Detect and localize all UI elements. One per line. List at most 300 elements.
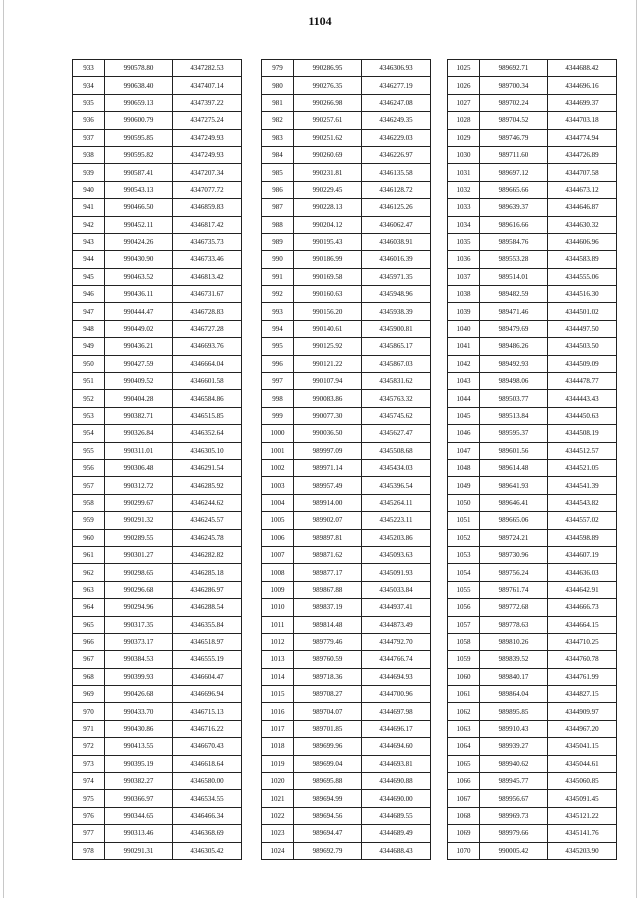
point-number-cell: 1052: [448, 529, 480, 546]
y-coordinate-cell: 4344707.58: [548, 164, 617, 181]
table-row: [73, 807, 242, 824]
x-coordinate-cell: 990125.92: [294, 338, 362, 355]
y-coordinate-cell: 4346664.04: [173, 355, 242, 372]
x-coordinate-cell: 990430.86: [105, 720, 173, 737]
table-row: [262, 268, 431, 285]
point-number-cell: 1059: [448, 651, 480, 668]
x-coordinate-cell: 990659.13: [105, 94, 173, 111]
point-number-cell: 1068: [448, 807, 480, 824]
point-number-cell: 1063: [448, 720, 480, 737]
table-row: [73, 720, 242, 737]
table-row: [73, 146, 242, 163]
point-number-cell: 992: [262, 286, 294, 303]
table-row: [262, 529, 431, 546]
point-number-cell: 949: [73, 338, 105, 355]
y-coordinate-cell: 4347077.72: [173, 181, 242, 198]
point-number-cell: 1051: [448, 512, 480, 529]
y-coordinate-cell: 4344697.98: [362, 703, 431, 720]
x-coordinate-cell: 989699.04: [294, 755, 362, 772]
coordinates-table-1: [72, 59, 242, 860]
x-coordinate-cell: 990266.98: [294, 94, 362, 111]
y-coordinate-cell: 4346291.54: [173, 459, 242, 476]
y-coordinate-cell: 4344760.78: [548, 651, 617, 668]
table-row: [262, 425, 431, 442]
table-row: [448, 338, 617, 355]
point-number-cell: 1004: [262, 494, 294, 511]
table-row: [262, 738, 431, 755]
y-coordinate-cell: 4346306.93: [362, 60, 431, 77]
x-coordinate-cell: 989840.17: [480, 668, 548, 685]
y-coordinate-cell: 4346728.83: [173, 303, 242, 320]
point-number-cell: 1010: [262, 599, 294, 616]
table-row: [73, 651, 242, 668]
x-coordinate-cell: 989486.26: [480, 338, 548, 355]
point-number-cell: 1036: [448, 251, 480, 268]
y-coordinate-cell: 4344693.81: [362, 755, 431, 772]
x-coordinate-cell: 989979.66: [480, 825, 548, 842]
table-row: [448, 825, 617, 842]
point-number-cell: 970: [73, 703, 105, 720]
y-coordinate-cell: 4346285.18: [173, 564, 242, 581]
point-number-cell: 987: [262, 199, 294, 216]
table-row: [73, 755, 242, 772]
y-coordinate-cell: 4346715.13: [173, 703, 242, 720]
point-number-cell: 989: [262, 233, 294, 250]
x-coordinate-cell: 990107.94: [294, 373, 362, 390]
x-coordinate-cell: 990466.50: [105, 199, 173, 216]
y-coordinate-cell: 4344688.43: [362, 842, 431, 859]
x-coordinate-cell: 990311.01: [105, 442, 173, 459]
x-coordinate-cell: 989503.77: [480, 390, 548, 407]
point-number-cell: 1006: [262, 529, 294, 546]
point-number-cell: 1069: [448, 825, 480, 842]
y-coordinate-cell: 4344516.30: [548, 286, 617, 303]
point-number-cell: 975: [73, 790, 105, 807]
x-coordinate-cell: 990289.55: [105, 529, 173, 546]
x-coordinate-cell: 989614.48: [480, 459, 548, 476]
x-coordinate-cell: 990326.84: [105, 425, 173, 442]
x-coordinate-cell: 989697.12: [480, 164, 548, 181]
point-number-cell: 962: [73, 564, 105, 581]
point-number-cell: 1055: [448, 581, 480, 598]
point-number-cell: 979: [262, 60, 294, 77]
table-row: [448, 303, 617, 320]
point-number-cell: 1013: [262, 651, 294, 668]
x-coordinate-cell: 989997.09: [294, 442, 362, 459]
table-row: [262, 129, 431, 146]
table-row: [262, 286, 431, 303]
point-number-cell: 985: [262, 164, 294, 181]
x-coordinate-cell: 990299.67: [105, 494, 173, 511]
y-coordinate-cell: 4345264.11: [362, 494, 431, 511]
point-number-cell: 965: [73, 616, 105, 633]
table-row: [73, 390, 242, 407]
y-coordinate-cell: 4346518.97: [173, 633, 242, 650]
point-number-cell: 995: [262, 338, 294, 355]
point-number-cell: 1044: [448, 390, 480, 407]
x-coordinate-cell: 989760.59: [294, 651, 362, 668]
x-coordinate-cell: 990228.13: [294, 199, 362, 216]
x-coordinate-cell: 989914.00: [294, 494, 362, 511]
point-number-cell: 969: [73, 686, 105, 703]
y-coordinate-cell: 4347397.22: [173, 94, 242, 111]
y-coordinate-cell: 4345060.85: [548, 773, 617, 790]
table-row: [73, 355, 242, 372]
point-number-cell: 946: [73, 286, 105, 303]
point-number-cell: 1056: [448, 599, 480, 616]
point-number-cell: 1001: [262, 442, 294, 459]
x-coordinate-cell: 990313.46: [105, 825, 173, 842]
table-row: [73, 773, 242, 790]
page-number: 1104: [308, 14, 332, 28]
point-number-cell: 1060: [448, 668, 480, 685]
x-coordinate-cell: 989867.88: [294, 581, 362, 598]
table-row: [448, 407, 617, 424]
y-coordinate-cell: 4344774.94: [548, 129, 617, 146]
table-row: [73, 268, 242, 285]
point-number-cell: 1022: [262, 807, 294, 824]
x-coordinate-cell: 989708.27: [294, 686, 362, 703]
y-coordinate-cell: 4344606.96: [548, 233, 617, 250]
table-row: [448, 668, 617, 685]
point-number-cell: 984: [262, 146, 294, 163]
point-number-cell: 1045: [448, 407, 480, 424]
point-number-cell: 944: [73, 251, 105, 268]
y-coordinate-cell: 4346352.64: [173, 425, 242, 442]
y-coordinate-cell: 4344696.17: [362, 720, 431, 737]
y-coordinate-cell: 4344689.55: [362, 807, 431, 824]
table-row: [448, 686, 617, 703]
y-coordinate-cell: 4346584.86: [173, 390, 242, 407]
point-number-cell: 1037: [448, 268, 480, 285]
x-coordinate-cell: 989699.96: [294, 738, 362, 755]
x-coordinate-cell: 990436.11: [105, 286, 173, 303]
table-row: [262, 755, 431, 772]
x-coordinate-cell: 989756.24: [480, 564, 548, 581]
table-row: [448, 268, 617, 285]
point-number-cell: 943: [73, 233, 105, 250]
point-number-cell: 1024: [262, 842, 294, 859]
y-coordinate-cell: 4344827.15: [548, 686, 617, 703]
table-row: [73, 199, 242, 216]
table-row: [262, 703, 431, 720]
y-coordinate-cell: 4346859.83: [173, 199, 242, 216]
table-row: [73, 703, 242, 720]
y-coordinate-cell: 4346062.47: [362, 216, 431, 233]
x-coordinate-cell: 990317.35: [105, 616, 173, 633]
table-row: [448, 477, 617, 494]
point-number-cell: 1031: [448, 164, 480, 181]
table-row: [73, 112, 242, 129]
x-coordinate-cell: 990257.61: [294, 112, 362, 129]
table-row: [73, 668, 242, 685]
x-coordinate-cell: 989702.24: [480, 94, 548, 111]
y-coordinate-cell: 4346038.91: [362, 233, 431, 250]
x-coordinate-cell: 990140.61: [294, 320, 362, 337]
table-row: [262, 164, 431, 181]
y-coordinate-cell: 4344694.93: [362, 668, 431, 685]
point-number-cell: 986: [262, 181, 294, 198]
y-coordinate-cell: 4345044.61: [548, 755, 617, 772]
y-coordinate-cell: 4344664.15: [548, 616, 617, 633]
table-row: [448, 146, 617, 163]
table-row: [262, 633, 431, 650]
y-coordinate-cell: 4346604.47: [173, 668, 242, 685]
x-coordinate-cell: 990344.65: [105, 807, 173, 824]
x-coordinate-cell: 989694.47: [294, 825, 362, 842]
x-coordinate-cell: 989814.48: [294, 616, 362, 633]
x-coordinate-cell: 990404.28: [105, 390, 173, 407]
table-row: [73, 477, 242, 494]
y-coordinate-cell: 4344512.57: [548, 442, 617, 459]
y-coordinate-cell: 4345763.32: [362, 390, 431, 407]
point-number-cell: 960: [73, 529, 105, 546]
point-number-cell: 964: [73, 599, 105, 616]
point-number-cell: 957: [73, 477, 105, 494]
table-row: [73, 77, 242, 94]
x-coordinate-cell: 989902.07: [294, 512, 362, 529]
table-row: [73, 373, 242, 390]
y-coordinate-cell: 4345223.11: [362, 512, 431, 529]
y-coordinate-cell: 4346555.19: [173, 651, 242, 668]
table-row: [448, 720, 617, 737]
point-number-cell: 1039: [448, 303, 480, 320]
y-coordinate-cell: 4345091.93: [362, 564, 431, 581]
x-coordinate-cell: 989837.19: [294, 599, 362, 616]
point-number-cell: 1049: [448, 477, 480, 494]
x-coordinate-cell: 989641.93: [480, 477, 548, 494]
y-coordinate-cell: 4346368.69: [173, 825, 242, 842]
point-number-cell: 1067: [448, 790, 480, 807]
table-row: [262, 790, 431, 807]
table-row: [448, 616, 617, 633]
y-coordinate-cell: 4345121.22: [548, 807, 617, 824]
point-number-cell: 947: [73, 303, 105, 320]
x-coordinate-cell: 989711.60: [480, 146, 548, 163]
table-row: [73, 512, 242, 529]
x-coordinate-cell: 989694.99: [294, 790, 362, 807]
y-coordinate-cell: 4344703.18: [548, 112, 617, 129]
table-row: [448, 164, 617, 181]
point-number-cell: 967: [73, 651, 105, 668]
x-coordinate-cell: 990595.82: [105, 146, 173, 163]
x-coordinate-cell: 989471.46: [480, 303, 548, 320]
y-coordinate-cell: 4345971.35: [362, 268, 431, 285]
y-coordinate-cell: 4345033.84: [362, 581, 431, 598]
x-coordinate-cell: 990373.17: [105, 633, 173, 650]
x-coordinate-cell: 989692.79: [294, 842, 362, 859]
y-coordinate-cell: 4346125.26: [362, 199, 431, 216]
x-coordinate-cell: 989553.28: [480, 251, 548, 268]
table-row: [73, 407, 242, 424]
table-row: [448, 442, 617, 459]
point-number-cell: 939: [73, 164, 105, 181]
x-coordinate-cell: 990399.93: [105, 668, 173, 685]
x-coordinate-cell: 990231.81: [294, 164, 362, 181]
point-number-cell: 972: [73, 738, 105, 755]
x-coordinate-cell: 989871.62: [294, 546, 362, 563]
x-coordinate-cell: 989665.66: [480, 181, 548, 198]
y-coordinate-cell: 4346128.72: [362, 181, 431, 198]
point-number-cell: 1009: [262, 581, 294, 598]
y-coordinate-cell: 4346716.22: [173, 720, 242, 737]
point-number-cell: 1012: [262, 633, 294, 650]
table-row: [262, 494, 431, 511]
point-number-cell: 1002: [262, 459, 294, 476]
y-coordinate-cell: 4344909.97: [548, 703, 617, 720]
point-number-cell: 955: [73, 442, 105, 459]
x-coordinate-cell: 989718.36: [294, 668, 362, 685]
x-coordinate-cell: 989639.37: [480, 199, 548, 216]
point-number-cell: 958: [73, 494, 105, 511]
point-number-cell: 996: [262, 355, 294, 372]
y-coordinate-cell: 4344555.06: [548, 268, 617, 285]
y-coordinate-cell: 4345745.62: [362, 407, 431, 424]
y-coordinate-cell: 4346601.58: [173, 373, 242, 390]
point-number-cell: 982: [262, 112, 294, 129]
table-row: [448, 842, 617, 859]
y-coordinate-cell: 4345041.15: [548, 738, 617, 755]
table-row: [73, 790, 242, 807]
y-coordinate-cell: 4344450.63: [548, 407, 617, 424]
y-coordinate-cell: 4346817.42: [173, 216, 242, 233]
y-coordinate-cell: 4346466.34: [173, 807, 242, 824]
table-row: [448, 320, 617, 337]
point-number-cell: 1065: [448, 755, 480, 772]
x-coordinate-cell: 990452.11: [105, 216, 173, 233]
x-coordinate-cell: 989897.81: [294, 529, 362, 546]
x-coordinate-cell: 990005.42: [480, 842, 548, 859]
x-coordinate-cell: 989969.73: [480, 807, 548, 824]
y-coordinate-cell: 4345938.39: [362, 303, 431, 320]
table-row: [73, 233, 242, 250]
point-number-cell: 1050: [448, 494, 480, 511]
table-row: [73, 286, 242, 303]
x-coordinate-cell: 989514.01: [480, 268, 548, 285]
point-number-cell: 1054: [448, 564, 480, 581]
table-row: [448, 564, 617, 581]
y-coordinate-cell: 4344666.73: [548, 599, 617, 616]
x-coordinate-cell: 990083.86: [294, 390, 362, 407]
table-row: [448, 94, 617, 111]
table-row: [262, 512, 431, 529]
y-coordinate-cell: 4344583.89: [548, 251, 617, 268]
table-row: [262, 373, 431, 390]
y-coordinate-cell: 4346693.76: [173, 338, 242, 355]
x-coordinate-cell: 990298.65: [105, 564, 173, 581]
table-row: [448, 512, 617, 529]
y-coordinate-cell: 4344478.77: [548, 373, 617, 390]
y-coordinate-cell: 4344557.02: [548, 512, 617, 529]
x-coordinate-cell: 990436.21: [105, 338, 173, 355]
table-row: [262, 60, 431, 77]
x-coordinate-cell: 990169.58: [294, 268, 362, 285]
y-coordinate-cell: 4345141.76: [548, 825, 617, 842]
x-coordinate-cell: 990077.30: [294, 407, 362, 424]
x-coordinate-cell: 990395.19: [105, 755, 173, 772]
coordinates-table-3: [447, 59, 617, 860]
y-coordinate-cell: 4346515.85: [173, 407, 242, 424]
x-coordinate-cell: 990382.71: [105, 407, 173, 424]
x-coordinate-cell: 990291.31: [105, 842, 173, 859]
y-coordinate-cell: 4346735.73: [173, 233, 242, 250]
point-number-cell: 937: [73, 129, 105, 146]
point-number-cell: 990: [262, 251, 294, 268]
x-coordinate-cell: 990160.63: [294, 286, 362, 303]
point-number-cell: 999: [262, 407, 294, 424]
point-number-cell: 1003: [262, 477, 294, 494]
table-row: [73, 546, 242, 563]
point-number-cell: 1025: [448, 60, 480, 77]
point-number-cell: 1064: [448, 738, 480, 755]
table-row: [262, 146, 431, 163]
x-coordinate-cell: 989595.37: [480, 425, 548, 442]
x-coordinate-cell: 990204.12: [294, 216, 362, 233]
x-coordinate-cell: 989704.07: [294, 703, 362, 720]
x-coordinate-cell: 990312.72: [105, 477, 173, 494]
y-coordinate-cell: 4347282.53: [173, 60, 242, 77]
y-coordinate-cell: 4344607.19: [548, 546, 617, 563]
table-row: [262, 616, 431, 633]
point-number-cell: 1041: [448, 338, 480, 355]
x-coordinate-cell: 990413.55: [105, 738, 173, 755]
table-row: [73, 303, 242, 320]
y-coordinate-cell: 4345203.86: [362, 529, 431, 546]
table-row: [262, 77, 431, 94]
point-number-cell: 1070: [448, 842, 480, 859]
table-row: [262, 651, 431, 668]
point-number-cell: 977: [73, 825, 105, 842]
x-coordinate-cell: 990427.59: [105, 355, 173, 372]
table-row: [262, 686, 431, 703]
x-coordinate-cell: 989810.26: [480, 633, 548, 650]
x-coordinate-cell: 989730.96: [480, 546, 548, 563]
table-row: [448, 233, 617, 250]
table-row: [73, 251, 242, 268]
point-number-cell: 1029: [448, 129, 480, 146]
point-number-cell: 1014: [262, 668, 294, 685]
y-coordinate-cell: 4344690.00: [362, 790, 431, 807]
table-row: [262, 546, 431, 563]
table-row: [73, 494, 242, 511]
y-coordinate-cell: 4344700.96: [362, 686, 431, 703]
table-row: [448, 60, 617, 77]
y-coordinate-cell: 4344766.74: [362, 651, 431, 668]
y-coordinate-cell: 4346813.42: [173, 268, 242, 285]
point-number-cell: 988: [262, 216, 294, 233]
point-number-cell: 1058: [448, 633, 480, 650]
x-coordinate-cell: 990578.80: [105, 60, 173, 77]
point-number-cell: 1035: [448, 233, 480, 250]
x-coordinate-cell: 990276.35: [294, 77, 362, 94]
x-coordinate-cell: 990296.68: [105, 581, 173, 598]
point-number-cell: 1047: [448, 442, 480, 459]
x-coordinate-cell: 990444.47: [105, 303, 173, 320]
coordinates-tables: [0, 59, 640, 855]
y-coordinate-cell: 4344636.03: [548, 564, 617, 581]
point-number-cell: 1030: [448, 146, 480, 163]
y-coordinate-cell: 4345091.45: [548, 790, 617, 807]
point-number-cell: 1017: [262, 720, 294, 737]
x-coordinate-cell: 990543.13: [105, 181, 173, 198]
point-number-cell: 1023: [262, 825, 294, 842]
point-number-cell: 1042: [448, 355, 480, 372]
y-coordinate-cell: 4345434.03: [362, 459, 431, 476]
x-coordinate-cell: 989616.66: [480, 216, 548, 233]
point-number-cell: 1040: [448, 320, 480, 337]
point-number-cell: 950: [73, 355, 105, 372]
table-row: [73, 94, 242, 111]
